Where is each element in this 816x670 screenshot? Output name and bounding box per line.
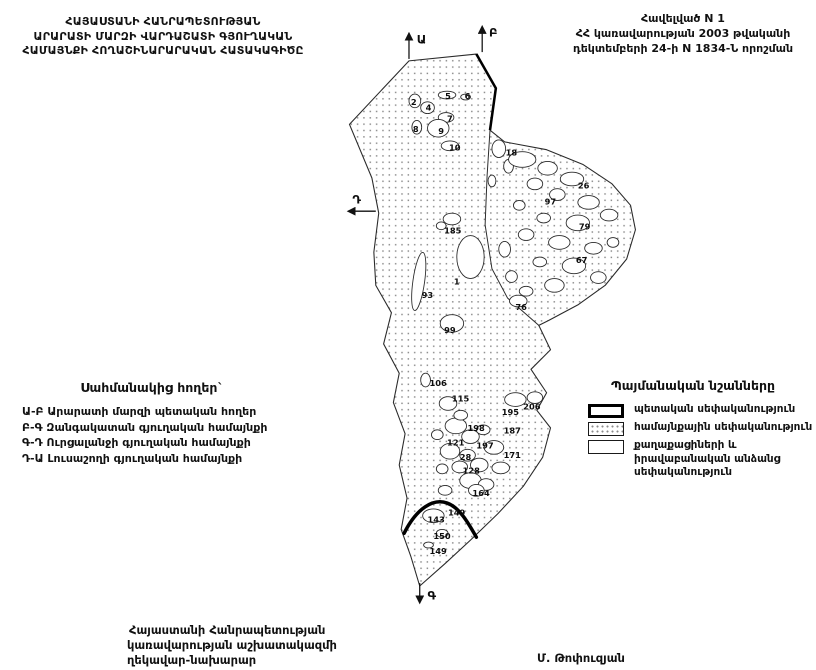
cadastral-map-svg xyxy=(330,15,650,627)
parcel-label: 121 xyxy=(447,437,465,448)
parcel-label: 8 xyxy=(412,124,419,135)
legend-item-label: համայնքային սեփականություն xyxy=(634,421,813,433)
adjacent-lands-item: Գ-Դ Ուրցալանջի գյուղական համայնքի xyxy=(22,436,251,449)
boundary-label-g: Գ xyxy=(427,588,437,603)
legend-item-label: պետական սեփականություն xyxy=(634,403,796,415)
adjacent-lands-item: Դ-Ա Լուսաշողի գյուղական համայնքի xyxy=(22,451,243,465)
document-title-line: ՀԱՅԱՍՏԱՆԻ ՀԱՆՐԱՊԵՏՈՒԹՅԱՆ xyxy=(65,15,261,28)
territory-outline xyxy=(349,54,635,586)
signatory-title-line: կառավարության աշխատակազմի xyxy=(127,638,337,652)
parcel-label: 150 xyxy=(433,531,451,542)
map-container xyxy=(330,15,650,627)
parcel-label: 7 xyxy=(447,113,453,124)
adjacent-lands-title: Սահմանակից հողեր` xyxy=(80,380,224,395)
boundary-label-d: Դ xyxy=(352,192,361,207)
boundary-label-a: Ա xyxy=(416,32,427,47)
parcel-label: 187 xyxy=(503,425,521,436)
parcel-label: 198 xyxy=(467,422,485,433)
signatory-name: Մ. Թոփուզյան xyxy=(537,651,625,665)
annex-reference-line: ՀՀ կառավարության 2003 թվականի xyxy=(575,26,791,40)
signatory-title-line: Հայաստանի Հանրապետության xyxy=(129,623,326,637)
parcel-label: 115 xyxy=(451,393,470,404)
legend-title: Պայմանական նշանները xyxy=(610,378,776,393)
parcel-label: 171 xyxy=(503,450,521,461)
adjacent-lands-item: Բ-Գ Զանգակատան գյուղական համայնքի xyxy=(22,420,268,434)
adjacent-lands-list xyxy=(22,380,322,466)
parcel-label: 2 xyxy=(410,96,417,107)
parcel-label: 206 xyxy=(523,401,541,412)
adjacent-lands-item: Ա-Բ Արարատի մարզի պետական հողեր xyxy=(22,405,257,418)
parcel-label: 164 xyxy=(472,488,490,499)
document-title xyxy=(12,15,314,59)
parcel-label: 9 xyxy=(438,126,445,137)
annex-reference-line: Հավելված N 1 xyxy=(641,12,725,25)
parcel-label: 143 xyxy=(427,514,445,525)
signatory-title xyxy=(127,623,337,668)
parcel-label: 149 xyxy=(448,507,466,518)
parcel-label: 6 xyxy=(464,90,471,101)
parcel-label: 5 xyxy=(445,90,451,101)
signatory-title-line: ղեկավար-նախարար xyxy=(127,653,257,667)
parcel-label: 28 xyxy=(459,452,472,463)
parcel-label: 106 xyxy=(429,377,447,388)
parcel-label: 76 xyxy=(515,301,527,312)
parcel-label: 10 xyxy=(449,142,461,153)
parcel-label: 79 xyxy=(578,221,591,232)
document-title-line: ՀԱՄԱՅՆՔԻ ՀՈՂԱՇԻՆԱՐԱՐԱԿԱՆ ՀԱՏԱԿԱԳԻԾԸ xyxy=(22,44,304,58)
parcel-label: 197 xyxy=(476,440,494,451)
parcel-label: 99 xyxy=(444,325,456,336)
parcel-label: 185 xyxy=(444,225,462,236)
parcel-label: 18 xyxy=(505,147,518,158)
parcel-label: 195 xyxy=(501,407,520,418)
parcel-label: 97 xyxy=(544,196,557,207)
legend-item-label: քաղաքացիների և իրավաբանական անձանց սեփականություն xyxy=(634,439,781,478)
boundary-label-b: Բ xyxy=(489,25,498,40)
parcel-label: 149 xyxy=(429,545,447,556)
parcel-label: 1 xyxy=(453,276,460,287)
document-title-line: ԱՐԱՐԱՏԻ ՄԱՐԶԻ ՎԱՐԴԱՇԱՏԻ ԳՅՈՒՂԱԿԱՆ xyxy=(33,29,293,43)
parcel-label: 67 xyxy=(575,254,588,265)
parcel-label: 128 xyxy=(462,465,480,476)
parcel-label: 4 xyxy=(425,102,432,113)
annex-reference-line: դեկտեմբերի 24-ի N 1834-Ն որոշման xyxy=(572,41,794,55)
parcel-label: 26 xyxy=(577,180,590,191)
parcel-label: 93 xyxy=(421,290,434,301)
